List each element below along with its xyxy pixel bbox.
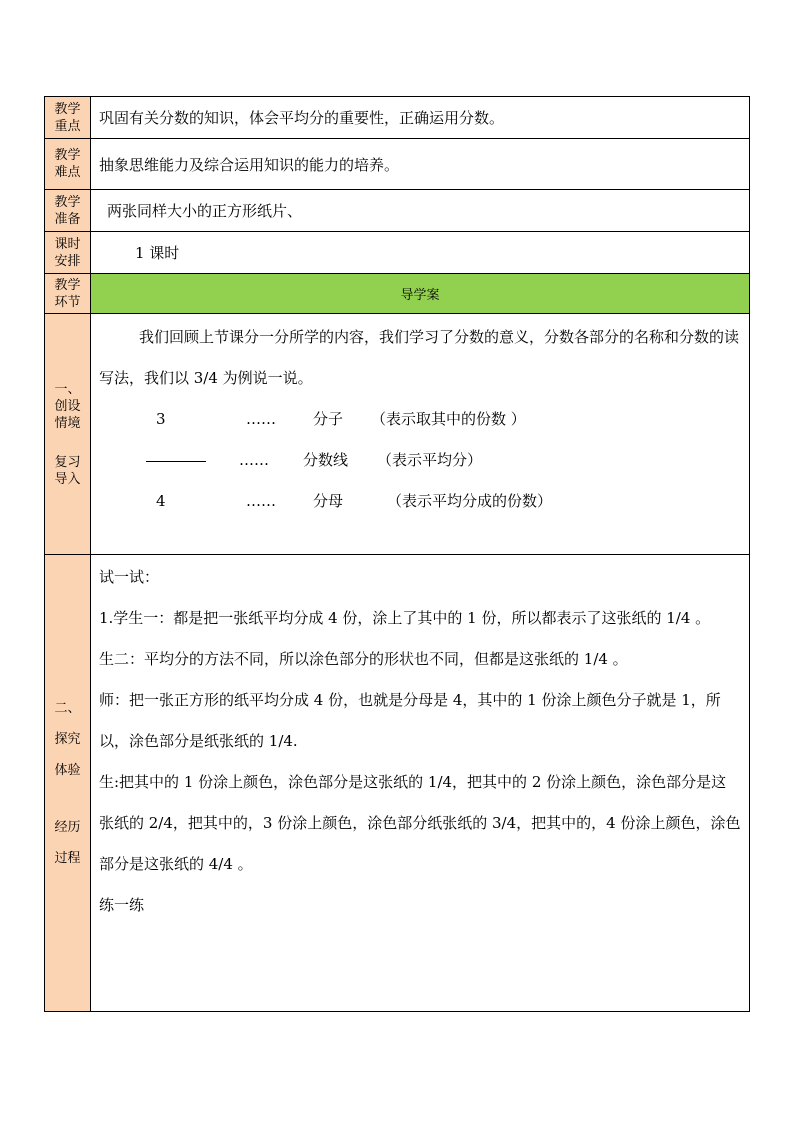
label-line: 过程 [54, 850, 81, 866]
section-1-intro: 我们回顾上节课分一分所学的内容，我们学习了分数的意义，分数各部分的名称和分数的读写法，我们以 3/4 为例说一说。 [99, 328, 740, 387]
label-line: 教学 [54, 277, 81, 293]
student-answer-text: 生:把其中的 1 份涂上颜色，涂色部分是这张纸的 1/4，把其中的 2 份涂上颜色，涂色部分是这张纸的 2/4，把其中的，3 份涂上颜色，涂色部分纸张纸的 3/4，把其中的，4 份涂上颜色，涂色部分是这张纸的 4/4 。 [99, 773, 741, 873]
row-teaching-focus [45, 97, 750, 139]
row-teaching-stage [45, 274, 750, 314]
lesson-plan-table [44, 96, 750, 1012]
teaching-prep-text: 两张同样大小的正方形纸片、 [91, 190, 750, 232]
denominator-digit: 4 [156, 492, 166, 510]
section-2-content [91, 555, 750, 1012]
label-section-1 [45, 314, 91, 555]
label-line: 安排 [54, 253, 81, 269]
student-two-text: 生二：平均分的方法不同，所以涂色部分的形状也不同，但都是这张纸的 1/4 。 [99, 650, 628, 668]
label-line: 创设 [54, 398, 81, 414]
label-schedule [45, 232, 91, 274]
row-schedule [45, 232, 750, 274]
row-section-2 [45, 555, 750, 1012]
numerator-row [99, 399, 749, 440]
label-teaching-stage [45, 274, 91, 314]
label-gap [45, 717, 90, 731]
numerator-desc: （表示取其中的份数 ） [371, 410, 526, 428]
denominator-name: 分母 [313, 492, 344, 510]
label-gap [45, 432, 90, 454]
fraction-bar-name: 分数线 [303, 451, 349, 469]
row-teaching-prep [45, 190, 750, 232]
label-line: 教学 [54, 194, 81, 210]
denominator-row [99, 481, 749, 522]
label-line: 情境 [54, 415, 81, 431]
numerator-digit: 3 [156, 410, 166, 428]
fraction-bar-desc: （表示平均分） [377, 451, 483, 469]
fraction-bar-dots: …… [239, 451, 269, 469]
label-line: 一、 [54, 381, 81, 397]
stage-header: 导学案 [91, 274, 750, 314]
try-heading: 试一试： [99, 568, 160, 586]
schedule-text: 1 课时 [91, 232, 750, 274]
teaching-focus-text: 巩固有关分数的知识，体会平均分的重要性，正确运用分数。 [91, 97, 750, 139]
label-line: 二、 [54, 700, 81, 716]
teaching-difficulty-text: 抽象思维能力及综合运用知识的能力的培养。 [91, 139, 750, 190]
numerator-dots: …… [246, 410, 276, 428]
label-gap [45, 779, 90, 819]
label-line: 难点 [54, 165, 81, 180]
label-teaching-prep [45, 190, 91, 232]
label-line: 探究 [54, 731, 81, 747]
label-line: 课时 [54, 236, 81, 252]
label-section-2 [45, 555, 91, 1012]
fraction-bar-row [99, 440, 749, 481]
label-line: 准备 [54, 211, 81, 227]
student-one-text: 1.学生一：都是把一张纸平均分成 4 份，涂上了其中的 1 份，所以都表示了这张纸的 1/4 。 [99, 609, 711, 627]
practice-heading: 练一练 [99, 896, 145, 914]
label-line: 重点 [54, 118, 81, 134]
denominator-desc: （表示平均分成的份数） [387, 492, 553, 510]
label-line: 复习 [54, 454, 81, 470]
label-line: 体验 [54, 762, 81, 778]
section-1-content [91, 314, 750, 555]
label-teaching-focus [45, 97, 91, 139]
fraction-bar-line [146, 461, 206, 462]
label-gap [45, 748, 90, 762]
numerator-name: 分子 [313, 410, 344, 428]
label-line: 经历 [54, 819, 81, 835]
label-gap [45, 836, 90, 850]
label-line: 导入 [54, 471, 81, 487]
denominator-dots: …… [246, 492, 276, 510]
label-line: 教学 [54, 148, 81, 163]
label-line: 教学 [54, 101, 81, 117]
lesson-plan-table-wrapper [44, 96, 750, 1012]
label-teaching-difficulty [45, 139, 91, 190]
label-line: 环节 [54, 294, 81, 310]
row-section-1 [45, 314, 750, 555]
teacher-text: 师：把一张正方形的纸平均分成 4 份，也就是分母是 4，其中的 1 份涂上颜色分子就是 1，所以，涂色部分是纸张纸的 1/4. [99, 691, 721, 750]
row-teaching-difficulty [45, 139, 750, 190]
